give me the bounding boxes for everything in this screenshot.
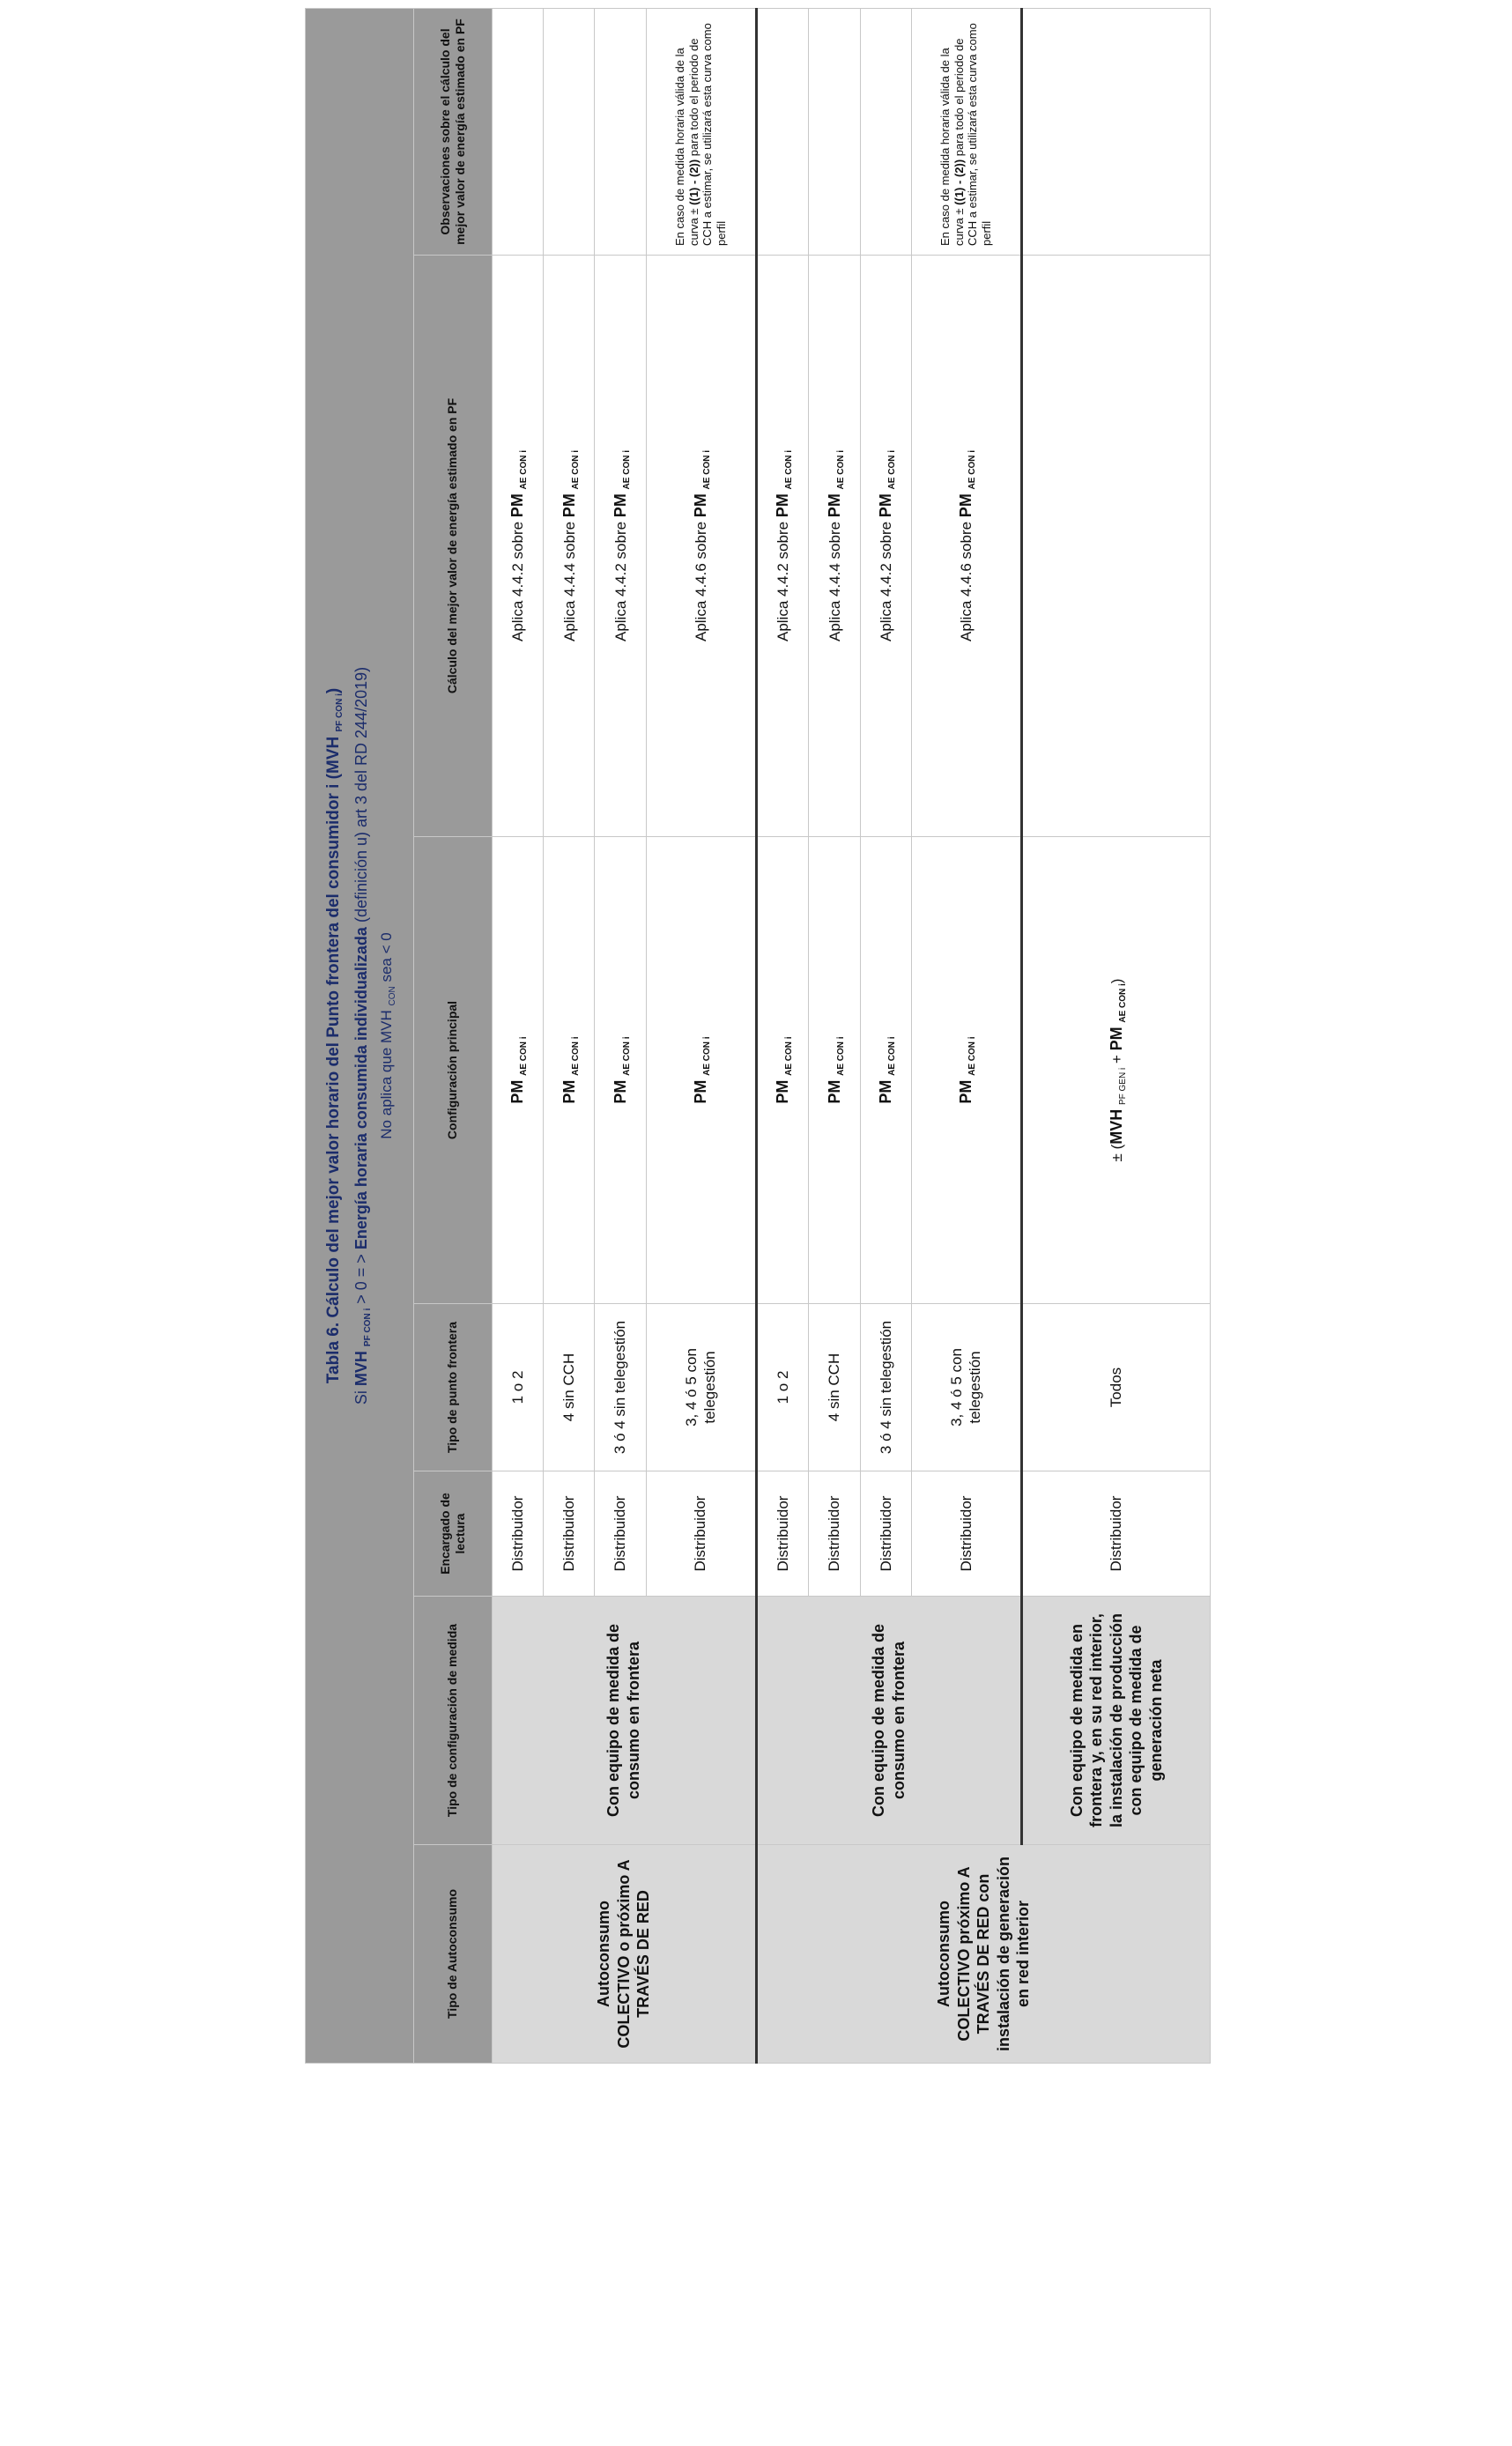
observaciones-cell: En caso de medida horaria válida de la curva ± ((1) - (2)) para todo el periodo de CCH a estimar, se utilizará esta curva como perfil bbox=[911, 9, 1021, 256]
config-principal-cell: PM $_{AE CON i}$ bbox=[860, 837, 911, 1304]
table-title bbox=[306, 9, 414, 2064]
title-line-3: No aplica que MVH $_{CON}$ sea < 0 bbox=[377, 932, 397, 1139]
encargado-cell: Distribuidor bbox=[809, 1471, 860, 1597]
encargado-cell: Distribuidor bbox=[493, 1471, 544, 1597]
tipo-punto-cell: 4 sin CCH bbox=[809, 1304, 860, 1471]
config-principal-cell: PM $_{AE CON i}$ bbox=[809, 837, 860, 1304]
observaciones-cell bbox=[860, 9, 911, 256]
autoconsumo-colectivo-generacion-cell: Autoconsumo COLECTIVO próximo A TRAVÉS DE RED con instalación de generación en red interior bbox=[756, 1845, 1210, 2064]
config-generacion-neta-cell: Con equipo de medida en frontera y, en su red interior, la instalación de producción con equipo de medida de generación neta bbox=[1022, 1597, 1211, 1845]
table-row bbox=[493, 9, 544, 2064]
calculo-cell: Aplica 4.4.6 sobre PM $_{AE CON i}$ bbox=[911, 256, 1021, 837]
encargado-cell: Distribuidor bbox=[544, 1471, 595, 1597]
title-line-1: Tabla 6. Cálculo del mejor valor horario del Punto frontera del consumidor i (MVH $_{PF CON i}$) bbox=[324, 687, 345, 1384]
header-encargado: Encargado de lectura bbox=[414, 1471, 493, 1597]
encargado-cell: Distribuidor bbox=[595, 1471, 646, 1597]
tipo-punto-cell: 3 ó 4 sin telegestión bbox=[595, 1304, 646, 1471]
header-calculo: Cálculo del mejor valor de energía estimado en PF bbox=[414, 256, 493, 837]
tipo-punto-cell: 3, 4 ó 5 con telegestión bbox=[646, 1304, 756, 1471]
tipo-punto-cell: 3, 4 ó 5 con telegestión bbox=[911, 1304, 1021, 1471]
encargado-cell: Distribuidor bbox=[911, 1471, 1021, 1597]
calculo-cell: Aplica 4.4.4 sobre PM $_{AE CON i}$ bbox=[544, 256, 595, 837]
observaciones-cell bbox=[809, 9, 860, 256]
observaciones-cell bbox=[1022, 9, 1211, 256]
observaciones-cell bbox=[544, 9, 595, 256]
calculo-cell: Aplica 4.4.2 sobre PM $_{AE CON i}$ bbox=[493, 256, 544, 837]
title-line-2: Si MVH $_{PF CON i}$ > 0 = > Energía horaria consumida individualizada (definición u) art 3 del RD 244/2019) bbox=[352, 666, 373, 1405]
config-principal-cell: PM $_{AE CON i}$ bbox=[911, 837, 1021, 1304]
header-observaciones: Observaciones sobre el cálculo del mejor valor de energía estimado en PF bbox=[414, 9, 493, 256]
config-principal-cell: PM $_{AE CON i}$ bbox=[756, 837, 809, 1304]
encargado-cell: Distribuidor bbox=[646, 1471, 756, 1597]
config-principal-cell: PM $_{AE CON i}$ bbox=[493, 837, 544, 1304]
tipo-punto-cell: 1 o 2 bbox=[493, 1304, 544, 1471]
rotated-table-container bbox=[305, 9, 1211, 2064]
observaciones-cell bbox=[493, 9, 544, 256]
formula-cell: ± (MVH $_{PF GEN i}$ + PM $_{AE CON i}$) bbox=[1022, 837, 1211, 1304]
calculo-cell bbox=[1022, 256, 1211, 837]
header-row bbox=[414, 9, 493, 2064]
observaciones-cell bbox=[756, 9, 809, 256]
encargado-cell: Distribuidor bbox=[756, 1471, 809, 1597]
tipo-punto-cell: 4 sin CCH bbox=[544, 1304, 595, 1471]
autoconsumo-colectivo-cell: Autoconsumo COLECTIVO o próximo A TRAVÉS DE RED bbox=[493, 1845, 757, 2064]
table-row bbox=[756, 9, 809, 2064]
config-principal-cell: PM $_{AE CON i}$ bbox=[544, 837, 595, 1304]
tipo-punto-cell: 3 ó 4 sin telegestión bbox=[860, 1304, 911, 1471]
table-row bbox=[1022, 9, 1211, 2064]
header-config-principal: Configuración principal bbox=[414, 837, 493, 1304]
calculation-table bbox=[305, 8, 1211, 2064]
observaciones-cell bbox=[595, 9, 646, 256]
calculo-cell: Aplica 4.4.6 sobre PM $_{AE CON i}$ bbox=[646, 256, 756, 837]
encargado-cell: Distribuidor bbox=[1022, 1471, 1211, 1597]
calculo-cell: Aplica 4.4.2 sobre PM $_{AE CON i}$ bbox=[756, 256, 809, 837]
observaciones-cell: En caso de medida horaria válida de la curva ± ((1) - (2)) para todo el periodo de CCH a estimar, se utilizará esta curva como perfil bbox=[646, 9, 756, 256]
tipo-punto-cell: Todos bbox=[1022, 1304, 1211, 1471]
header-tipo-autoconsumo: Tipo de Autoconsumo bbox=[414, 1845, 493, 2064]
header-tipo-punto: Tipo de punto frontera bbox=[414, 1304, 493, 1471]
encargado-cell: Distribuidor bbox=[860, 1471, 911, 1597]
calculo-cell: Aplica 4.4.4 sobre PM $_{AE CON i}$ bbox=[809, 256, 860, 837]
tipo-punto-cell: 1 o 2 bbox=[756, 1304, 809, 1471]
calculo-cell: Aplica 4.4.2 sobre PM $_{AE CON i}$ bbox=[860, 256, 911, 837]
config-principal-cell: PM $_{AE CON i}$ bbox=[595, 837, 646, 1304]
config-medida-cell: Con equipo de medida de consumo en frontera bbox=[493, 1597, 757, 1845]
calculo-cell: Aplica 4.4.2 sobre PM $_{AE CON i}$ bbox=[595, 256, 646, 837]
config-medida-cell: Con equipo de medida de consumo en frontera bbox=[756, 1597, 1021, 1845]
header-tipo-configuracion: Tipo de configuración de medida bbox=[414, 1597, 493, 1845]
config-principal-cell: PM $_{AE CON i}$ bbox=[646, 837, 756, 1304]
